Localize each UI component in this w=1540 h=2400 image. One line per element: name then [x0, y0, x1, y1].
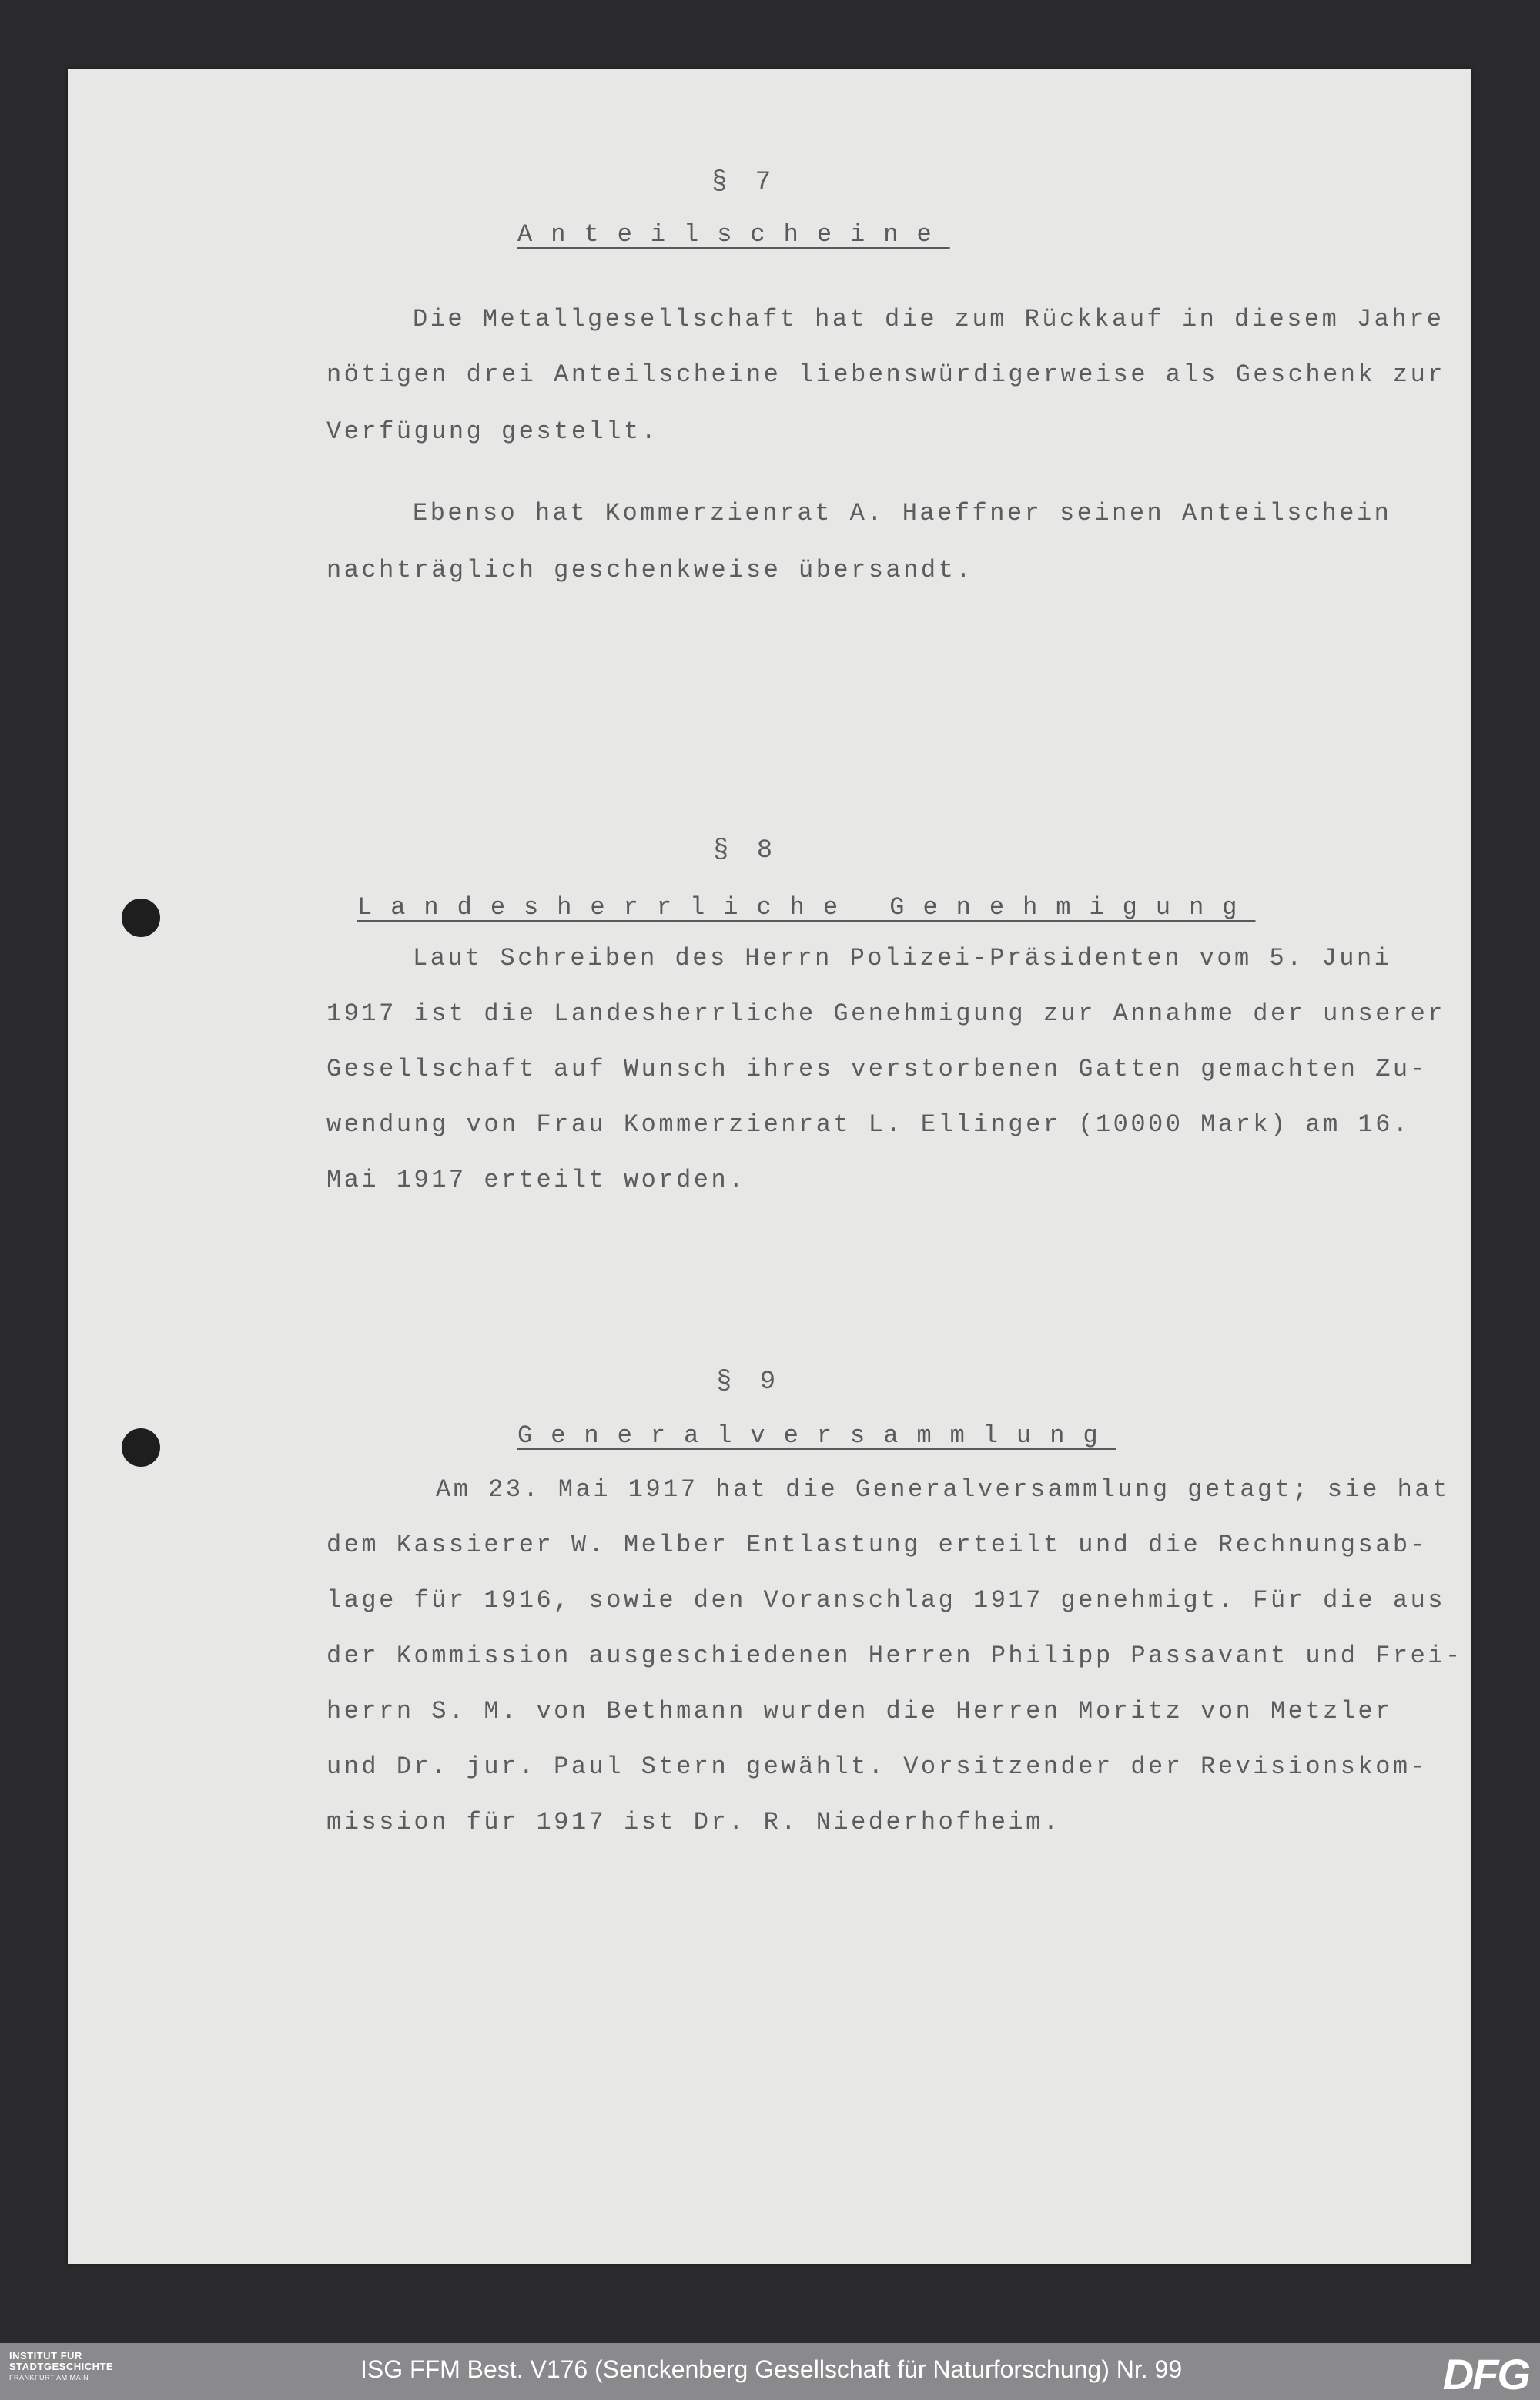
section-7-line-3: Verfügung gestellt.	[326, 417, 659, 446]
section-8-line-1: Laut Schreiben des Herrn Polizei-Präsidenten vom 5. Juni	[413, 944, 1392, 972]
section-9-line-7: mission für 1917 ist Dr. R. Niederhofheim.	[326, 1808, 1061, 1836]
institute-line-2: STADTGESCHICHTE	[9, 2361, 114, 2372]
section-8-number: § 8	[713, 836, 779, 865]
section-9-line-5: herrn S. M. von Bethmann wurden die Herren Moritz von Metzler	[326, 1697, 1393, 1726]
institute-logo	[9, 2351, 113, 2383]
section-9-line-3: lage für 1916, sowie den Voranschlag 1917 genehmigt. Für die aus	[326, 1586, 1445, 1615]
section-9-line-6: und Dr. jur. Paul Stern gewählt. Vorsitzender der Revisionskom-	[326, 1752, 1428, 1781]
section-9-line-2: dem Kassierer W. Melber Entlastung erteilt und die Rechnungsab-	[326, 1531, 1428, 1559]
section-9-line-4: der Kommission ausgeschiedenen Herren Philipp Passavant und Frei-	[326, 1642, 1463, 1670]
section-7-line-4: Ebenso hat Kommerzienrat A. Haeffner seinen Anteilschein	[413, 499, 1392, 527]
section-7-line-5: nachträglich geschenkweise übersandt.	[326, 556, 974, 584]
punch-hole-top	[122, 899, 160, 937]
section-9-line-1: Am 23. Mai 1917 hat die Generalversammlung getagt; sie hat	[436, 1475, 1450, 1504]
dfg-logo: DFG	[1442, 2350, 1529, 2398]
archive-footer-bar	[0, 2343, 1540, 2400]
section-8-line-2: 1917 ist die Landesherrliche Genehmigung zur Annahme der unserer	[326, 999, 1445, 1028]
institute-line-3: FRANKFURT AM MAIN	[9, 2374, 89, 2382]
section-8-line-4: wendung von Frau Kommerzienrat L. Ellinger (10000 Mark) am 16.	[326, 1110, 1411, 1139]
section-8-heading: Landesherrliche Genehmigung	[357, 893, 1256, 922]
section-7-number: § 7	[711, 168, 778, 197]
section-7-heading: Anteilscheine	[517, 220, 950, 249]
section-9-heading: Generalversammlung	[517, 1421, 1116, 1450]
punch-hole-bottom	[122, 1428, 160, 1467]
section-7-line-1: Die Metallgesellschaft hat die zum Rückkauf in diesem Jahre	[413, 305, 1445, 333]
archive-caption: ISG FFM Best. V176 (Senckenberg Gesellschaft für Naturforschung) Nr. 99	[360, 2355, 1183, 2383]
institute-line-1: INSTITUT FÜR	[9, 2350, 82, 2362]
section-8-line-3: Gesellschaft auf Wunsch ihres verstorbenen Gatten gemachten Zu-	[326, 1055, 1428, 1083]
document-page	[68, 69, 1471, 2264]
section-7-line-2: nötigen drei Anteilscheine liebenswürdigerweise als Geschenk zur	[326, 360, 1445, 389]
section-9-number: § 9	[716, 1367, 782, 1397]
section-8-line-5: Mai 1917 erteilt worden.	[326, 1166, 746, 1194]
